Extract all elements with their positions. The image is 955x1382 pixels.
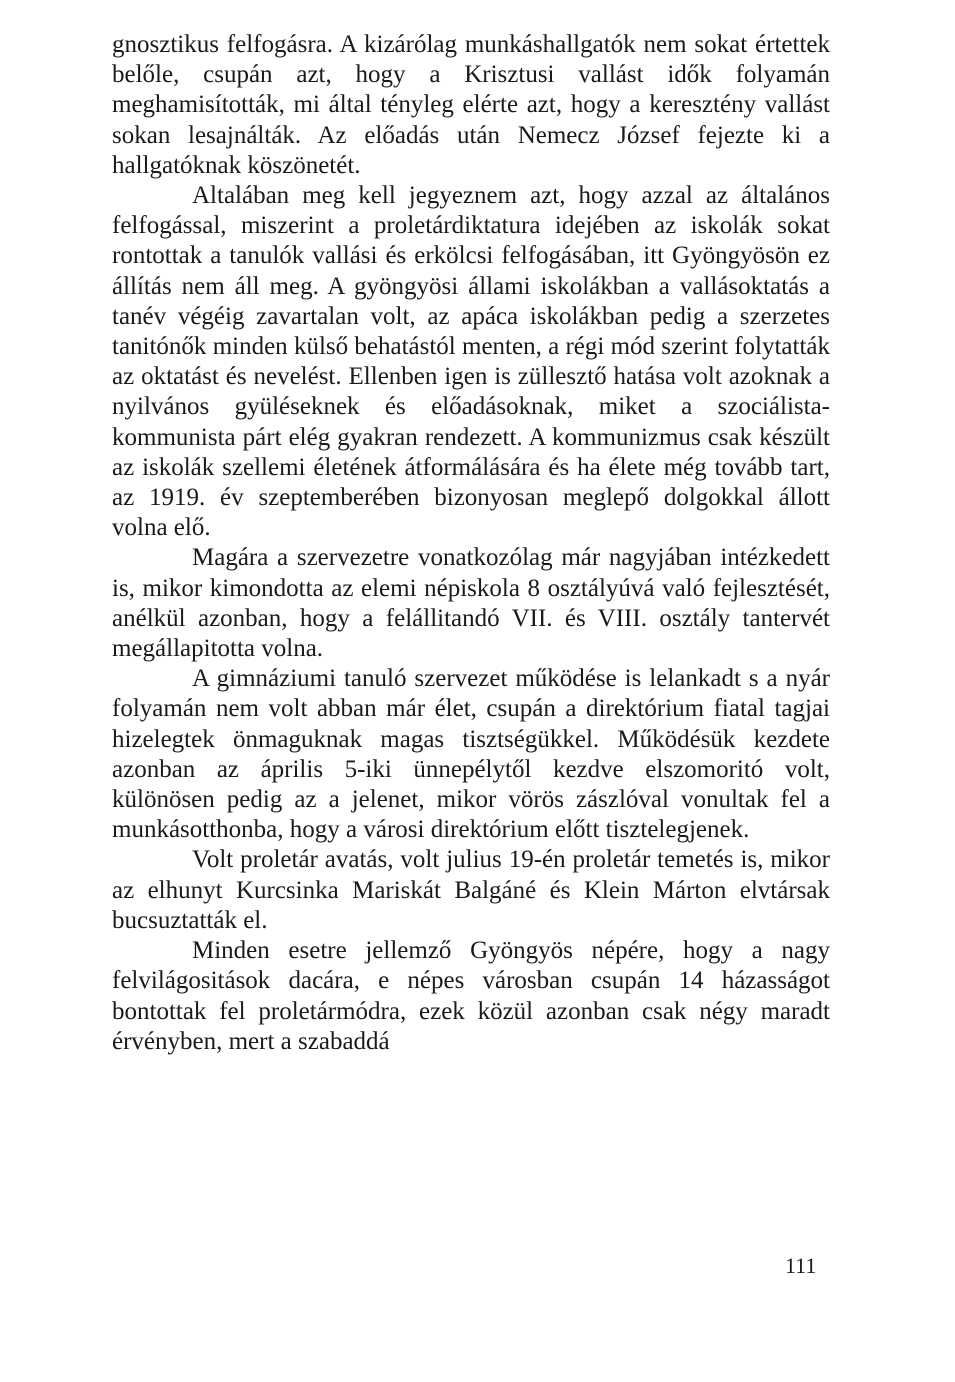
page-number: 111 <box>785 1253 817 1278</box>
page-body <box>112 30 830 1057</box>
paragraph-3: Magára a szervezetre vonatkozólag már nagyjában intézkedett is, mikor kimondotta az elemi népiskola 8 osztályúvá való fejlesztését, anélkül azonban, hogy a felállitandó VII. és VIII. osztály tantervét megállapitotta volna. <box>112 544 830 663</box>
paragraph-1: gnosztikus felfogásra. A kizárólag munkáshallgatók nem sokat értettek belőle, csupán azt, hogy a Krisztusi vallást idők folyamán meghamisították, mi által tényleg elérte azt, hogy a keresztény vallást sokan lesajnálták. Az előadás után Nemecz József fejezte ki a hallgatóknak köszönetét. <box>112 31 830 179</box>
paragraph-4: A gimnáziumi tanuló szervezet működése is lelankadt s a nyár folyamán nem volt abban már élet, csupán a direktórium fiatal tagjai hizelegtek önmaguknak magas tisztségükkel. Működésük kezdete azonban az április 5-iki ünnepélytől kezdve elszomoritó volt, különösen pedig az a jelenet, mikor vörös zászlóval vonultak fel a munkásotthonba, hogy a városi direktórium előtt tisztelegjenek. <box>112 665 830 844</box>
paragraph-5: Volt proletár avatás, volt julius 19-én proletár temetés is, mikor az elhunyt Kurcsinka Mariskát Balgáné és Klein Márton elvtársak bucsuztatták el. <box>112 846 830 934</box>
paragraph-2: Altalában meg kell jegyeznem azt, hogy azzal az általános felfogással, miszerint a proletárdiktatura idejében az iskolák sokat rontottak a tanulók vallási és erkölcsi felfogásában, itt Gyöngyösön ez állítás nem áll meg. A gyöngyösi állami iskolákban a vallásoktatás a tanév végéig zavartalan volt, az apáca iskolákban pedig a szerzetes tanitónők minden külső behatástól menten, a régi mód szerint folytatták az oktatást és nevelést. Ellenben igen is züllesztő hatása volt azoknak a nyilvános gyüléseknek és előadásoknak, miket a szociálista-kommunista párt elég gyakran rendezett. A kommunizmus csak készült az iskolák szellemi életének átformálására és ha élete még tovább tart, az 1919. év szeptemberében bizonyosan meglepő dolgokkal állott volna elő. <box>112 182 830 542</box>
paragraph-6: Minden esetre jellemző Gyöngyös népére, hogy a nagy felvilágositások dacára, e népes városban csupán 14 házasságot bontottak fel proletármódra, ezek közül azonban csak négy maradt érvényben, mert a szabaddá <box>112 937 830 1055</box>
